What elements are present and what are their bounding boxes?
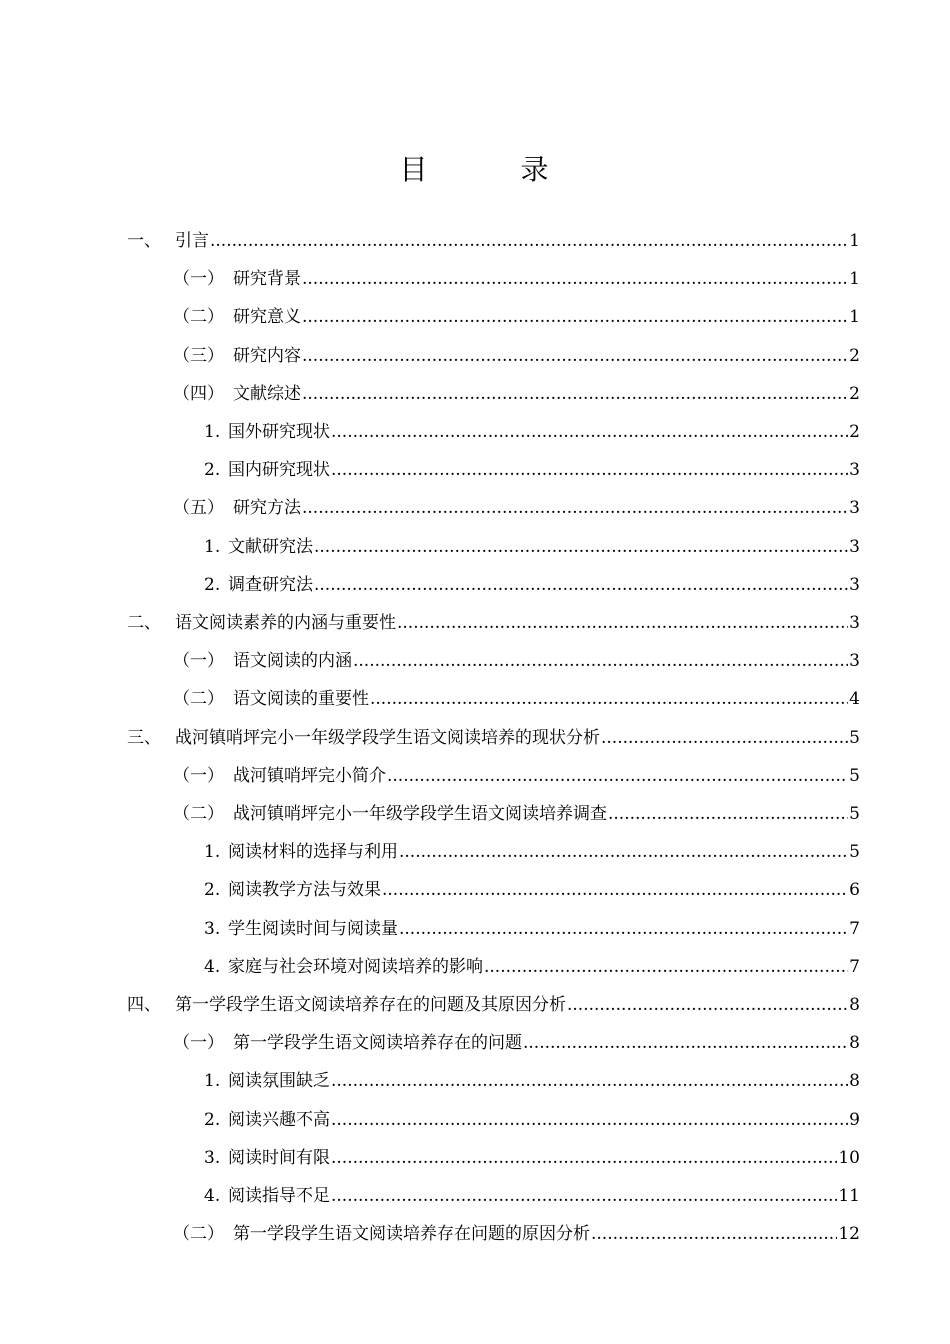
toc-leader-dots [314, 574, 848, 596]
toc-entry-page: 3 [849, 536, 860, 557]
toc-entry-number: 2. [204, 574, 221, 595]
toc-leader-dots [302, 268, 848, 290]
toc-entry-text: 战河镇哨坪完小一年级学段学生语文阅读培养调查 [233, 804, 607, 824]
toc-leader-dots [399, 841, 848, 863]
toc-entry-number: 4. [204, 956, 221, 977]
toc-leader-dots [353, 650, 848, 672]
toc-entry-number: 2. [204, 880, 221, 901]
toc-entry-page: 3 [849, 498, 860, 519]
toc-leader-dots [397, 612, 848, 634]
toc-entry-text: 文献综述 [233, 383, 301, 404]
toc-leader-dots [302, 306, 848, 328]
toc-entry-number: 二、 [127, 613, 161, 633]
toc-entry-text: 阅读指导不足 [228, 1186, 330, 1206]
toc-entry-number: （三） [173, 345, 224, 366]
toc-entry-text: 研究方法 [233, 498, 301, 519]
toc-entry[interactable] [173, 757, 860, 787]
toc-entry-page: 3 [849, 651, 860, 672]
toc-entry-number: 三、 [127, 727, 161, 748]
toc-entry[interactable] [204, 566, 860, 596]
toc-entry[interactable] [204, 1177, 860, 1207]
toc-entry-text: 语文阅读的内涵 [233, 651, 352, 672]
toc-entry-number: （二） [173, 307, 224, 328]
toc-entry-text: 研究背景 [233, 269, 301, 290]
toc-entry-text: 阅读时间有限 [228, 1147, 330, 1168]
toc-entry-number: （一） [173, 1033, 224, 1054]
toc-entry-number: （五） [173, 498, 224, 519]
toc-entry[interactable] [173, 795, 860, 825]
toc-entry[interactable] [173, 260, 860, 290]
toc-leader-dots [382, 879, 848, 901]
toc-leader-dots [591, 1223, 837, 1245]
toc-entry-page: 4 [849, 689, 860, 710]
toc-leader-dots [302, 345, 848, 367]
toc-entry-page: 1 [849, 231, 860, 251]
toc-entry-page: 5 [849, 765, 860, 786]
toc-entry-number: 4. [204, 1186, 221, 1206]
toc-entry-number: （二） [173, 804, 224, 824]
toc-entry-number: （一） [173, 269, 224, 290]
toc-leader-dots [331, 1185, 837, 1207]
toc-entry-page: 6 [849, 880, 860, 901]
toc-entry-number: 四、 [127, 995, 161, 1015]
toc-entry-text: 第一学段学生语文阅读培养存在的问题 [233, 1033, 522, 1054]
toc-leader-dots [567, 994, 848, 1016]
toc-leader-dots [484, 956, 848, 978]
toc-entry[interactable] [204, 451, 860, 481]
toc-entry[interactable] [127, 604, 860, 634]
toc-entry-number: 1. [204, 536, 221, 557]
toc-entry[interactable] [127, 986, 860, 1016]
toc-entry-number: （一） [173, 651, 224, 672]
toc-entry-page: 5 [849, 804, 860, 824]
toc-entry[interactable] [173, 642, 860, 672]
toc-entry[interactable] [173, 1024, 860, 1054]
toc-entry-text: 阅读兴趣不高 [228, 1109, 330, 1130]
toc-entry-text: 战河镇哨坪完小一年级学段学生语文阅读培养的现状分析 [175, 727, 600, 748]
toc-entry-text: 第一学段学生语文阅读培养存在问题的原因分析 [233, 1224, 590, 1245]
toc-entry-number: （四） [173, 383, 224, 404]
toc-entry-text: 阅读材料的选择与利用 [228, 842, 398, 863]
toc-entry-page: 11 [838, 1186, 860, 1206]
toc-entry-number: （二） [173, 689, 224, 710]
toc-entry-page: 1 [849, 307, 860, 328]
toc-entry-page: 2 [849, 345, 860, 366]
toc-entry[interactable] [204, 1139, 860, 1169]
toc-entry[interactable] [127, 222, 860, 252]
toc-leader-dots [302, 383, 848, 405]
toc-entry-page: 5 [849, 727, 860, 748]
toc-leader-dots [331, 1109, 848, 1131]
toc-entry-text: 引言 [175, 231, 209, 251]
toc-entry-number: 1. [204, 422, 221, 442]
toc-entry-number: 3. [204, 1147, 221, 1168]
toc-leader-dots [523, 1032, 848, 1054]
toc-leader-dots [210, 230, 848, 252]
toc-entry[interactable] [173, 680, 860, 710]
toc-entry-number: 一、 [127, 231, 161, 251]
toc-entry[interactable] [204, 871, 860, 901]
toc-entry-page: 3 [849, 613, 860, 633]
toc-entry-text: 阅读氛围缺乏 [228, 1071, 330, 1092]
toc-entry[interactable] [173, 337, 860, 367]
toc-entry[interactable] [204, 833, 860, 863]
toc-entry-page: 1 [849, 269, 860, 290]
toc-entry-number: 2. [204, 460, 221, 481]
toc-leader-dots [608, 803, 848, 825]
toc-entry[interactable] [173, 298, 860, 328]
toc-leader-dots [331, 1070, 848, 1092]
toc-entry-page: 2 [849, 383, 860, 404]
toc-entry[interactable] [204, 413, 860, 443]
toc-leader-dots [387, 765, 848, 787]
toc-leader-dots [302, 497, 848, 519]
toc-entry-text: 调查研究法 [228, 574, 313, 595]
toc-entry[interactable] [204, 1062, 860, 1092]
toc-entry[interactable] [173, 375, 860, 405]
toc-entry-number: （二） [173, 1224, 224, 1245]
toc-entry-page: 8 [849, 1033, 860, 1054]
toc-entry-page: 10 [838, 1147, 860, 1168]
toc-entry[interactable] [204, 948, 860, 978]
toc-entry-text: 第一学段学生语文阅读培养存在的问题及其原因分析 [175, 995, 566, 1015]
toc-entry-page: 12 [838, 1224, 860, 1245]
toc-entry-number: 1. [204, 1071, 221, 1092]
toc-entry-text: 战河镇哨坪完小简介 [233, 765, 386, 786]
toc-leader-dots [331, 459, 848, 481]
toc-entry[interactable] [204, 910, 860, 940]
toc-entry-page: 3 [849, 460, 860, 481]
toc-entry-page: 7 [849, 918, 860, 939]
toc-entry-text: 研究内容 [233, 345, 301, 366]
toc-entry-text: 语文阅读的重要性 [233, 689, 369, 710]
toc-entry-page: 8 [849, 995, 860, 1015]
toc-entry-page: 3 [849, 574, 860, 595]
toc-entry-number: 3. [204, 918, 221, 939]
toc-entry-text: 家庭与社会环境对阅读培养的影响 [228, 956, 483, 977]
toc-entry-text: 语文阅读素养的内涵与重要性 [175, 613, 396, 633]
toc-entry-number: 2. [204, 1109, 221, 1130]
toc-leader-dots [314, 536, 848, 558]
toc-entry-page: 2 [849, 422, 860, 442]
toc-leader-dots [601, 727, 848, 749]
toc-entry-text: 国外研究现状 [228, 422, 330, 442]
toc-entry-number: （一） [173, 765, 224, 786]
toc-entry-text: 阅读教学方法与效果 [228, 880, 381, 901]
toc-leader-dots [331, 421, 848, 443]
toc-leader-dots [370, 688, 848, 710]
toc-entry[interactable] [204, 528, 860, 558]
toc-entry[interactable] [204, 1101, 860, 1131]
toc-title: 目 录 [399, 153, 591, 186]
toc-entry-number: 1. [204, 842, 221, 863]
toc-entry-text: 文献研究法 [228, 536, 313, 557]
toc-entry-page: 7 [849, 956, 860, 977]
toc-entry[interactable] [173, 1215, 860, 1245]
toc-entry-page: 9 [849, 1109, 860, 1130]
toc-entry-text: 学生阅读时间与阅读量 [228, 918, 398, 939]
toc-entry[interactable] [173, 489, 860, 519]
toc-entry-text: 国内研究现状 [228, 460, 330, 481]
toc-entry-text: 研究意义 [233, 307, 301, 328]
toc-entry-page: 5 [849, 842, 860, 863]
toc-leader-dots [331, 1147, 837, 1169]
toc-entry[interactable] [127, 719, 860, 749]
toc-leader-dots [399, 918, 848, 940]
toc-entry-page: 8 [849, 1071, 860, 1092]
